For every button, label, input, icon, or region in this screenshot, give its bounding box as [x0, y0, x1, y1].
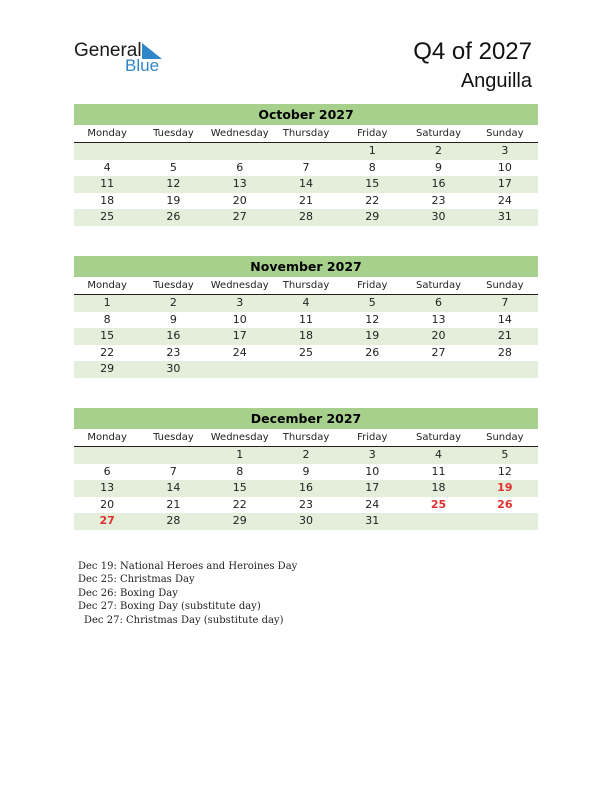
day-cell: 4: [435, 448, 443, 461]
day-cell: 19: [365, 329, 380, 342]
weekday-label: Monday: [87, 280, 127, 291]
weekday-label: Tuesday: [153, 280, 194, 291]
day-cell: 31: [497, 210, 512, 223]
weekday-label: Saturday: [416, 280, 462, 291]
holiday-entry: Dec 26: Boxing Day: [78, 587, 178, 599]
day-cell: 18: [298, 329, 313, 342]
day-cell: 14: [298, 177, 313, 190]
weekday-label: Monday: [87, 128, 127, 139]
weekday-label: Wednesday: [210, 280, 269, 291]
day-cell: 2: [302, 448, 310, 461]
day-cell: 12: [365, 312, 380, 326]
day-cell: 10: [232, 312, 247, 326]
week-row: [74, 480, 538, 497]
weekday-label: Sunday: [486, 128, 524, 139]
day-cell: 11: [431, 464, 446, 478]
day-cell: 10: [497, 160, 512, 174]
brand-name-general: General: [74, 40, 142, 61]
day-cell: 1: [103, 296, 111, 309]
empty-day-cell: [140, 143, 206, 160]
day-cell: 3: [501, 144, 509, 157]
empty-day-cell: [405, 513, 471, 530]
weekday-label: Friday: [357, 280, 388, 291]
holiday-entry: Dec 19: National Heroes and Heroines Day: [78, 561, 298, 572]
holiday-entry: Dec 27: Christmas Day (substitute day): [84, 614, 284, 626]
day-cell: 26: [365, 345, 380, 359]
day-cell: 25: [100, 210, 115, 223]
month-title: December 2027: [74, 408, 538, 429]
day-cell: 17: [497, 177, 512, 190]
week-row: [74, 328, 538, 345]
week-row: [74, 345, 538, 362]
day-cell: 12: [166, 177, 181, 190]
week-row: [74, 447, 538, 464]
day-cell: 9: [435, 160, 443, 174]
day-cell: 17: [365, 481, 380, 494]
day-cell: 15: [232, 481, 247, 494]
day-cell: 16: [166, 329, 181, 342]
day-cell: 6: [435, 296, 443, 309]
day-cell: 24: [232, 345, 247, 359]
day-cell: 20: [232, 193, 247, 207]
day-cell: 27: [99, 514, 115, 527]
day-cell: 8: [236, 464, 244, 478]
day-cell: 20: [431, 329, 446, 342]
weekday-label: Sunday: [486, 280, 524, 291]
day-cell: 24: [497, 193, 512, 207]
empty-day-cell: [273, 143, 339, 160]
week-row: [74, 193, 538, 210]
empty-day-cell: [74, 447, 140, 464]
empty-day-cell: [207, 361, 273, 378]
day-cell: 13: [100, 481, 115, 494]
day-cell: 28: [298, 210, 313, 223]
day-cell: 16: [298, 481, 313, 494]
week-row: [74, 209, 538, 226]
day-cell: 29: [232, 514, 247, 527]
day-cell: 19: [497, 481, 513, 494]
page-title: Q4 of 2027: [413, 38, 532, 65]
week-row: [74, 143, 538, 160]
month-title: November 2027: [74, 256, 538, 277]
day-cell: 11: [100, 177, 115, 190]
empty-day-cell: [140, 447, 206, 464]
weekday-label: Saturday: [416, 432, 462, 443]
day-cell: 30: [166, 362, 181, 375]
day-cell: 6: [103, 464, 111, 478]
week-row: [74, 160, 538, 177]
day-cell: 23: [431, 193, 446, 207]
month-title: October 2027: [74, 104, 538, 125]
day-cell: 29: [100, 362, 115, 375]
empty-day-cell: [472, 361, 538, 378]
day-cell: 31: [365, 514, 380, 527]
weekday-label: Thursday: [282, 280, 330, 291]
weekday-header-row: [74, 429, 538, 447]
week-row: [74, 464, 538, 481]
day-cell: 22: [100, 345, 115, 359]
day-cell: 8: [368, 160, 376, 174]
day-cell: 29: [365, 210, 380, 223]
day-cell: 21: [166, 497, 181, 511]
week-row: [74, 361, 538, 378]
day-cell: 3: [236, 296, 244, 309]
day-cell: 13: [232, 177, 247, 190]
weekday-label: Wednesday: [210, 128, 269, 139]
day-cell: 24: [365, 497, 380, 511]
day-cell: 25: [298, 345, 313, 359]
month-calendar: [74, 408, 538, 530]
day-cell: 18: [100, 193, 115, 207]
weekday-label: Wednesday: [210, 432, 269, 443]
month-calendar: [74, 256, 538, 378]
day-cell: 13: [431, 312, 446, 326]
day-cell: 4: [103, 160, 111, 174]
week-row: [74, 176, 538, 193]
day-cell: 28: [497, 345, 512, 359]
day-cell: 18: [431, 481, 446, 494]
weekday-label: Sunday: [486, 432, 524, 443]
weekday-label: Monday: [87, 432, 127, 443]
day-cell: 27: [431, 345, 446, 359]
empty-day-cell: [472, 513, 538, 530]
week-row: [74, 295, 538, 312]
day-cell: 1: [368, 144, 376, 157]
day-cell: 2: [435, 144, 443, 157]
day-cell: 2: [169, 296, 177, 309]
day-cell: 22: [232, 497, 247, 511]
day-cell: 26: [166, 210, 181, 223]
country-name: Anguilla: [460, 70, 532, 92]
weekday-label: Saturday: [416, 128, 462, 139]
day-cell: 23: [166, 345, 181, 359]
week-row: [74, 312, 538, 329]
week-row: [74, 497, 538, 514]
day-cell: 11: [298, 312, 313, 326]
day-cell: 26: [497, 497, 513, 511]
weekday-label: Friday: [357, 432, 388, 443]
week-row: [74, 513, 538, 530]
brand-name-blue: Blue: [125, 56, 160, 75]
day-cell: 7: [169, 464, 177, 478]
day-cell: 15: [100, 329, 115, 342]
weekday-label: Thursday: [282, 128, 330, 139]
day-cell: 5: [501, 448, 509, 461]
day-cell: 19: [166, 193, 181, 207]
day-cell: 30: [298, 514, 313, 527]
empty-day-cell: [207, 143, 273, 160]
month-calendar: [74, 104, 538, 226]
day-cell: 7: [302, 160, 310, 174]
day-cell: 7: [501, 296, 509, 309]
day-cell: 30: [431, 210, 446, 223]
day-cell: 25: [430, 497, 447, 511]
day-cell: 9: [169, 312, 177, 326]
day-cell: 22: [365, 193, 380, 207]
weekday-header-row: [74, 277, 538, 295]
day-cell: 27: [232, 210, 247, 223]
day-cell: 21: [298, 193, 313, 207]
holiday-list: [78, 560, 297, 627]
day-cell: 12: [497, 464, 512, 478]
day-cell: 16: [431, 177, 446, 190]
day-cell: 23: [298, 497, 313, 511]
day-cell: 14: [166, 481, 181, 494]
day-cell: 5: [368, 296, 376, 309]
empty-day-cell: [339, 361, 405, 378]
day-cell: 17: [232, 329, 247, 342]
day-cell: 6: [236, 160, 244, 174]
day-cell: 10: [365, 464, 380, 478]
empty-day-cell: [405, 361, 471, 378]
weekday-header-row: [74, 125, 538, 143]
weekday-label: Thursday: [282, 432, 330, 443]
weekday-label: Tuesday: [153, 432, 194, 443]
holiday-entry: Dec 27: Boxing Day (substitute day): [78, 601, 261, 613]
day-cell: 3: [368, 448, 376, 461]
day-cell: 15: [365, 177, 380, 190]
empty-day-cell: [74, 143, 140, 160]
day-cell: 14: [497, 312, 512, 326]
day-cell: 20: [100, 497, 115, 511]
empty-day-cell: [273, 361, 339, 378]
holiday-entry: Dec 25: Christmas Day: [78, 574, 195, 586]
day-cell: 4: [302, 296, 310, 309]
weekday-label: Tuesday: [153, 128, 194, 139]
day-cell: 28: [166, 514, 181, 527]
weekday-label: Friday: [357, 128, 388, 139]
day-cell: 21: [497, 329, 512, 342]
day-cell: 1: [236, 448, 244, 461]
day-cell: 9: [302, 464, 310, 478]
day-cell: 8: [103, 312, 111, 326]
day-cell: 5: [169, 160, 177, 174]
